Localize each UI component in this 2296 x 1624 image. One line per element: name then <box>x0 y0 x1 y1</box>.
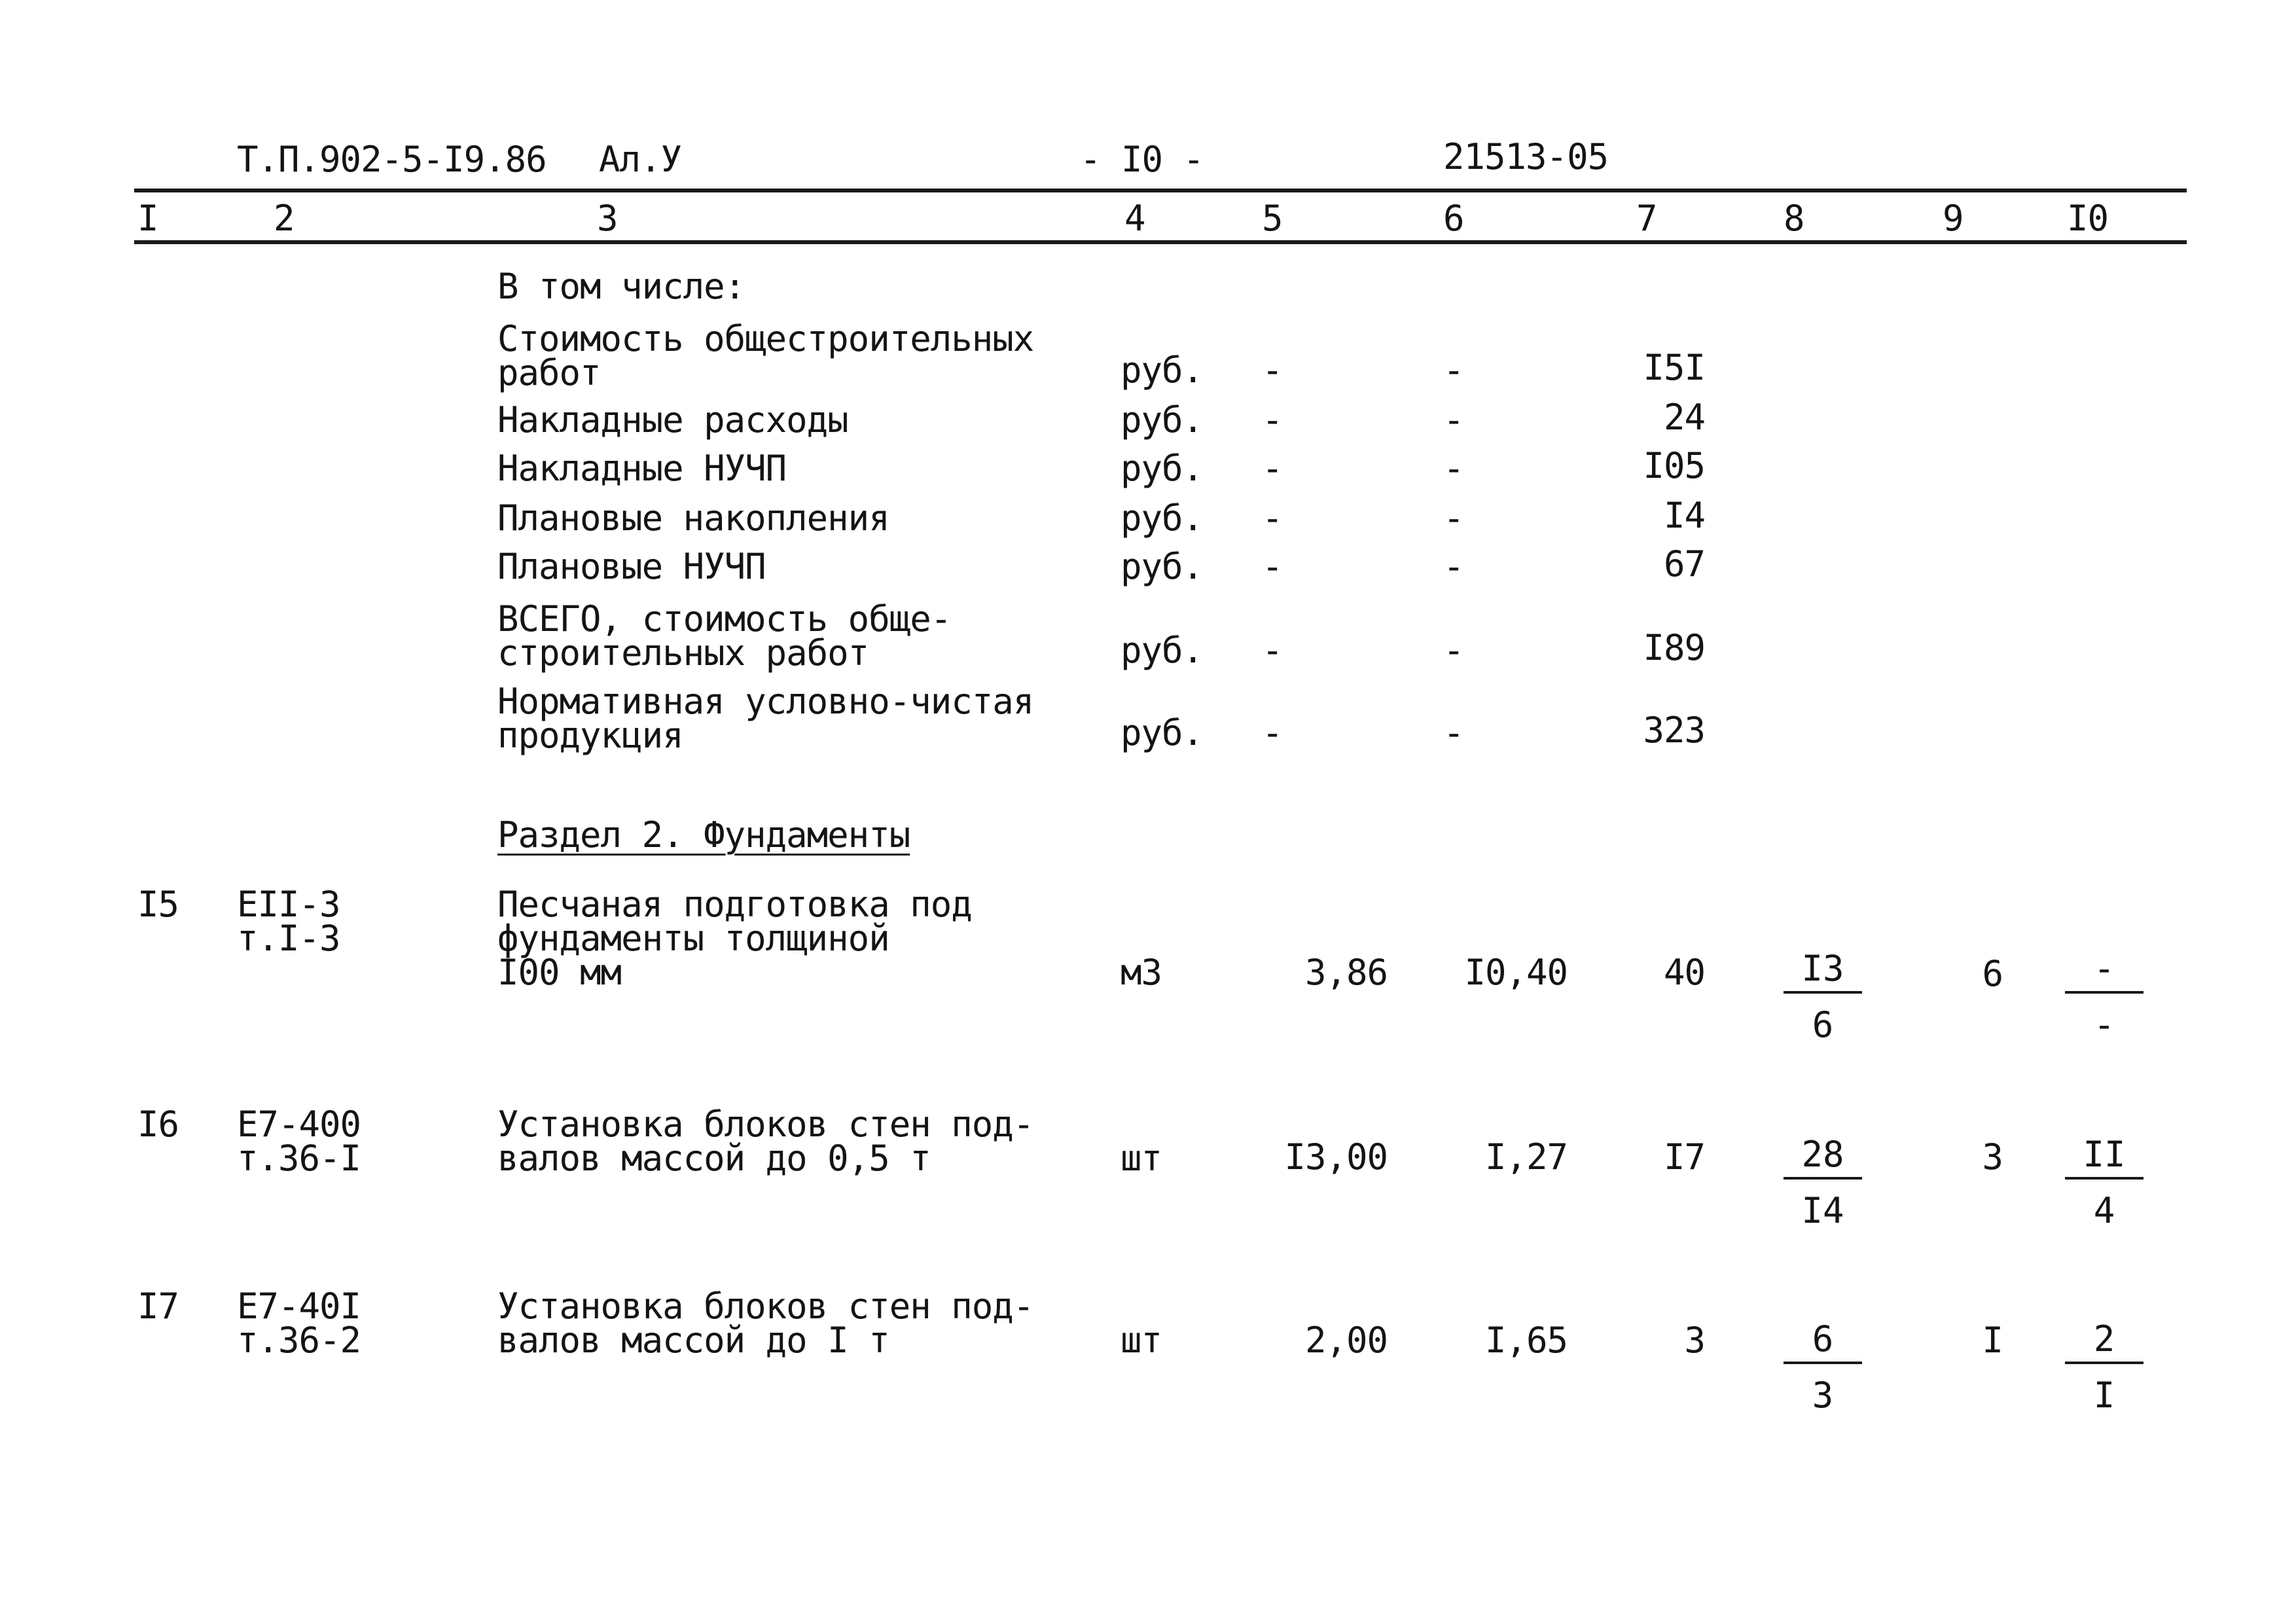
summary-row-col6: - <box>1443 546 1464 587</box>
summary-heading: В том числе: <box>497 266 745 307</box>
item-name: I00 мм <box>497 952 622 993</box>
summary-row-col6: - <box>1443 497 1464 539</box>
summary-row-col7: 24 <box>1663 397 1705 438</box>
item-code: т.36-I <box>237 1138 361 1179</box>
fraction-denominator: I <box>2093 1375 2115 1416</box>
fraction-denominator: - <box>2093 1004 2115 1045</box>
item-unit: м3 <box>1121 952 1162 993</box>
item-name: валов массой до 0,5 т <box>497 1138 931 1179</box>
header-bottom-rule <box>134 240 2187 244</box>
item-col5: 3,86 <box>1304 952 1388 993</box>
summary-row-name: строительных работ <box>497 632 869 674</box>
summary-row-col7: I4 <box>1663 495 1705 536</box>
item-col6: I0,40 <box>1464 952 1568 993</box>
item-col9: I <box>1982 1320 2003 1361</box>
column-header: 8 <box>1784 198 1804 239</box>
summary-row-name: Плановые накопления <box>497 497 889 539</box>
page-number: - I0 - <box>1080 139 1204 180</box>
column-header: 7 <box>1636 198 1657 239</box>
summary-row-name: Накладные НУЧП <box>497 448 787 489</box>
summary-row-col7: I5I <box>1643 347 1705 388</box>
column-header: 6 <box>1443 198 1464 239</box>
item-col7: I7 <box>1663 1136 1705 1178</box>
summary-row-col7: I89 <box>1643 627 1705 668</box>
fraction-numerator: - <box>2093 948 2115 989</box>
header-top-rule <box>134 189 2187 192</box>
summary-row-unit: руб. <box>1121 497 1204 539</box>
item-col5: 2,00 <box>1304 1320 1388 1361</box>
column-header: 3 <box>597 198 618 239</box>
item-name: фундаменты толщиной <box>497 918 889 959</box>
column-header: 9 <box>1943 198 1964 239</box>
fraction-denominator: 6 <box>1812 1004 1834 1045</box>
item-col8-fraction <box>1784 950 1862 1043</box>
inventory-stamp: 21513-05 <box>1443 136 1609 177</box>
summary-row-name: ВСЕГО, стоимость обще- <box>497 598 952 640</box>
summary-row-unit: руб. <box>1121 399 1204 441</box>
album-label: Ал.У <box>599 139 682 180</box>
column-header: 4 <box>1124 198 1145 239</box>
column-header: I <box>137 198 158 239</box>
item-col9: 6 <box>1982 953 2003 994</box>
fraction-bar <box>1784 1177 1862 1180</box>
summary-row-col5: - <box>1262 399 1283 441</box>
summary-row-col5: - <box>1262 712 1283 753</box>
column-header: I0 <box>2067 198 2109 239</box>
summary-row-col6: - <box>1443 712 1464 753</box>
document-code: Т.П.902-5-I9.86 <box>237 139 547 180</box>
fraction-bar <box>2065 1177 2144 1180</box>
item-col6: I,27 <box>1484 1136 1568 1178</box>
summary-row-col6: - <box>1443 350 1464 391</box>
summary-row-col6: - <box>1443 630 1464 671</box>
summary-row-col7: I05 <box>1643 445 1705 486</box>
fraction-bar <box>2065 991 2144 994</box>
item-number: I6 <box>137 1104 179 1145</box>
summary-row-name: Нормативная условно-чистая <box>497 681 1034 722</box>
fraction-bar <box>2065 1362 2144 1364</box>
summary-row-col5: - <box>1262 546 1283 587</box>
item-code: т.I-3 <box>237 918 340 959</box>
column-header: 5 <box>1262 198 1283 239</box>
item-col5: I3,00 <box>1284 1136 1388 1178</box>
summary-row-unit: руб. <box>1121 350 1204 391</box>
summary-row-col7: 67 <box>1663 543 1705 585</box>
item-col10-fraction <box>2065 1136 2144 1229</box>
item-number: I5 <box>137 884 179 925</box>
fraction-numerator: 28 <box>1801 1134 1844 1175</box>
item-code: ЕII-3 <box>237 884 340 925</box>
fraction-numerator: II <box>2083 1134 2126 1175</box>
item-unit: шт <box>1121 1320 1162 1361</box>
item-code: Е7-400 <box>237 1104 361 1145</box>
summary-row-name: Накладные расходы <box>497 399 848 441</box>
item-name: Установка блоков стен под- <box>497 1286 1034 1327</box>
item-code: т.36-2 <box>237 1320 361 1361</box>
item-unit: шт <box>1121 1138 1162 1179</box>
item-col8-fraction <box>1784 1136 1862 1229</box>
item-col7: 3 <box>1684 1320 1705 1361</box>
item-name: валов массой до I т <box>497 1320 889 1361</box>
item-col6: I,65 <box>1484 1320 1568 1361</box>
item-number: I7 <box>137 1286 179 1327</box>
fraction-denominator: 4 <box>2093 1190 2115 1231</box>
summary-row-col5: - <box>1262 448 1283 489</box>
summary-row-col5: - <box>1262 497 1283 539</box>
summary-row-col5: - <box>1262 350 1283 391</box>
summary-row-name: продукция <box>497 715 683 756</box>
fraction-bar <box>1784 991 1862 994</box>
item-name: Установка блоков стен под- <box>497 1104 1034 1145</box>
fraction-numerator: I3 <box>1801 948 1844 989</box>
item-col10-fraction <box>2065 950 2144 1043</box>
summary-row-name: работ <box>497 352 601 393</box>
summary-row-unit: руб. <box>1121 448 1204 489</box>
summary-row-col6: - <box>1443 448 1464 489</box>
section-title: Раздел 2. Фундаменты <box>497 814 910 856</box>
summary-row-unit: руб. <box>1121 546 1204 587</box>
summary-row-col7: 323 <box>1643 710 1705 751</box>
summary-row-unit: руб. <box>1121 712 1204 753</box>
summary-row-col5: - <box>1262 630 1283 671</box>
column-header: 2 <box>274 198 295 239</box>
summary-row-name: Плановые НУЧП <box>497 546 766 587</box>
item-col9: 3 <box>1982 1136 2003 1178</box>
summary-row-col6: - <box>1443 399 1464 441</box>
summary-row-name: Стоимость общестроительных <box>497 318 1034 359</box>
fraction-numerator: 6 <box>1812 1318 1834 1360</box>
item-col7: 40 <box>1663 952 1705 993</box>
summary-row-unit: руб. <box>1121 630 1204 671</box>
item-name: Песчаная подготовка под <box>497 884 972 925</box>
fraction-denominator: 3 <box>1812 1375 1834 1416</box>
item-col10-fraction <box>2065 1318 2144 1416</box>
item-code: Е7-40I <box>237 1286 361 1327</box>
item-col8-fraction <box>1784 1318 1862 1416</box>
fraction-numerator: 2 <box>2093 1318 2115 1360</box>
fraction-bar <box>1784 1362 1862 1364</box>
fraction-denominator: I4 <box>1801 1190 1844 1231</box>
